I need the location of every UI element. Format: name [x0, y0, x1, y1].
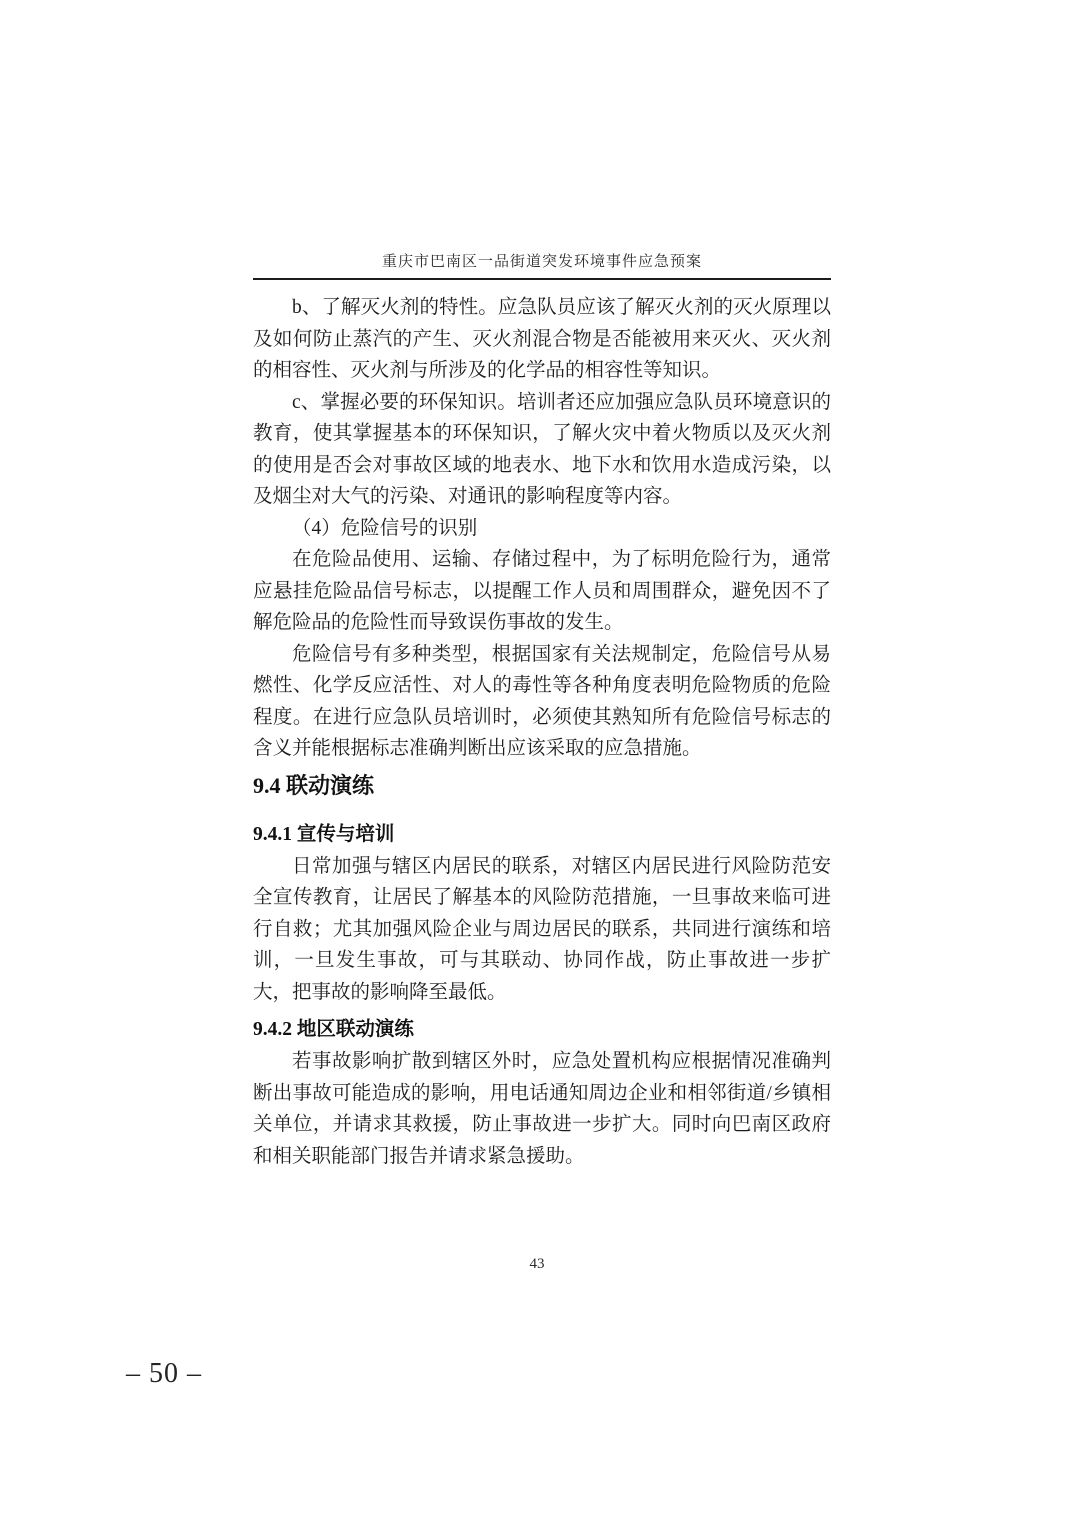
document-body: [253, 292, 831, 1172]
page-number: 43: [529, 1256, 545, 1272]
subsection-heading-9-4-2: 9.4.2 地区联动演练: [253, 1019, 414, 1040]
section-heading-9-4: 9.4 联动演练: [253, 772, 375, 798]
subsection-heading-9-4-1: 9.4.1 宣传与培训: [253, 823, 395, 845]
document-header-title: 重庆市巴南区一品街道突发环境事件应急预案: [381, 254, 702, 270]
body-paragraph: 若事故影响扩散到辖区外时，应急处置机构应根据情况准确判断出事故可能造成的影响，用电话通知周边企业和相邻街道/乡镇相关单位，并请求其救援，防止事故进一步扩大。同时向巴南区政府和相关职能部门报告并请求紧急援助。: [253, 1051, 831, 1167]
document-content: [253, 250, 831, 1172]
body-paragraph: b、了解灭火剂的特性。应急队员应该了解灭火剂的灭火原理以及如何防止蒸汽的产生、灭火剂混合物是否能被用来灭火、灭火剂的相容性、灭火剂与所涉及的化学品的相容性等知识。: [253, 297, 831, 381]
corner-page-label: – 50 –: [126, 1358, 202, 1389]
list-item-label: （4）危险信号的识别: [292, 517, 478, 539]
body-paragraph: 日常加强与辖区内居民的联系，对辖区内居民进行风险防范安全宣传教育，让居民了解基本的风险防范措施，一旦事故来临可进行自救；尤其加强风险企业与周边居民的联系，共同进行演练和培训，一旦发生事故，可与其联动、协同作战，防止事故进一步扩大，把事故的影响降至最低。: [253, 855, 831, 1003]
header-divider-line: [253, 278, 831, 280]
body-paragraph: 危险信号有多种类型，根据国家有关法规制定，危险信号从易燃性、化学反应活性、对人的毒性等各种角度表明危险物质的危险程度。在进行应急队员培训时，必须使其熟知所有危险信号标志的含义并能根据标志准确判断出应该采取的应急措施。: [253, 643, 831, 759]
body-paragraph: 在危险品使用、运输、存储过程中，为了标明危险行为，通常应悬挂危险品信号标志，以提醒工作人员和周围群众，避免因不了解危险品的危险性而导致误伤事故的发生。: [253, 549, 831, 633]
body-paragraph: c、掌握必要的环保知识。培训者还应加强应急队员环境意识的教育，使其掌握基本的环保知识，了解火灾中着火物质以及灭火剂的使用是否会对事故区域的地表水、地下水和饮用水造成污染，以及烟尘对大气的污染、对通讯的影响程度等内容。: [253, 391, 831, 507]
